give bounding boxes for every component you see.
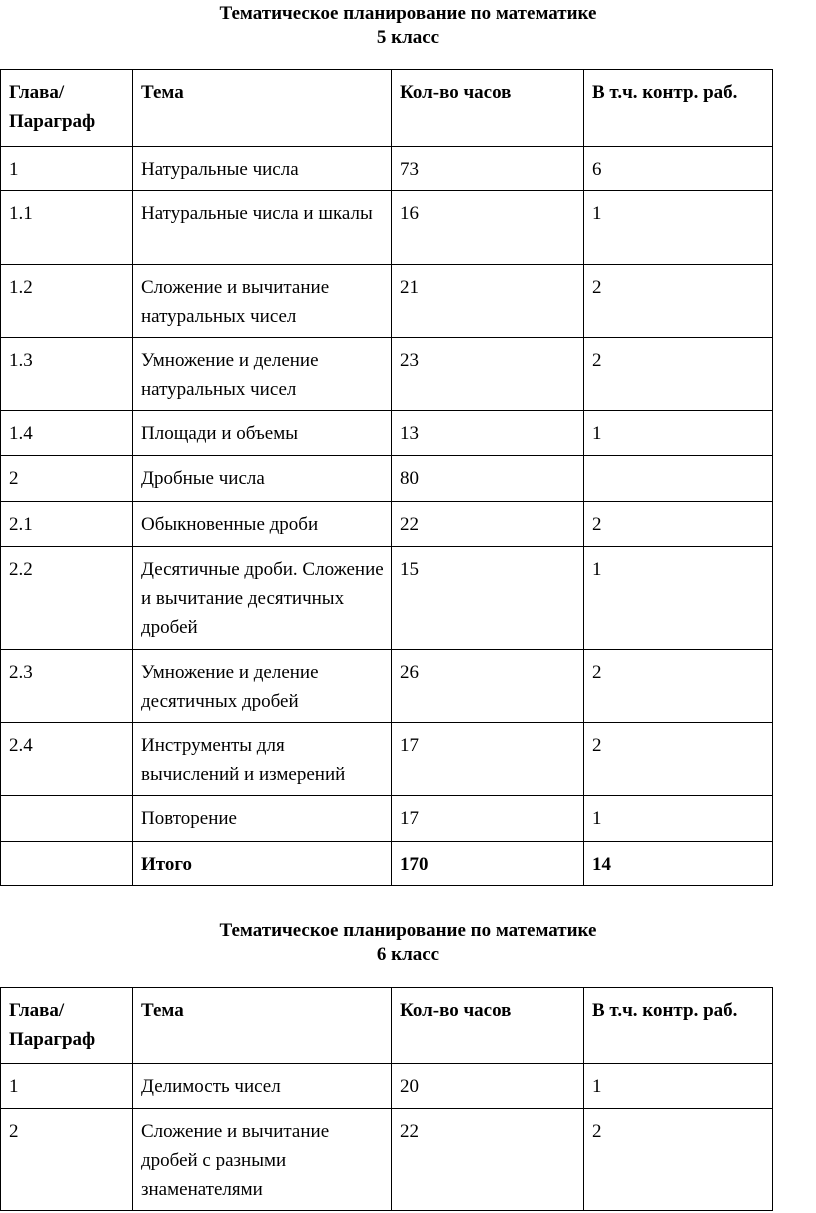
cell-hours: 15 bbox=[392, 547, 584, 650]
cell-chapter: 2.1 bbox=[1, 502, 133, 547]
cell-hours: 17 bbox=[392, 723, 584, 796]
table-row bbox=[1, 1064, 773, 1109]
cell-chapter: 1.2 bbox=[1, 265, 133, 338]
cell-topic: Обыкновенные дроби bbox=[133, 502, 392, 547]
header-tests: В т.ч. контр. раб. bbox=[584, 70, 773, 147]
section1-table bbox=[0, 69, 773, 886]
cell-topic: Натуральные числа и шкалы bbox=[133, 191, 392, 265]
header-hours: Кол-во часов bbox=[392, 988, 584, 1064]
table-row bbox=[1, 650, 773, 723]
cell-chapter: 2.4 bbox=[1, 723, 133, 796]
header-hours: Кол-во часов bbox=[392, 70, 584, 147]
cell-hours: 26 bbox=[392, 650, 584, 723]
section2-title: Тематическое планирование по математике bbox=[219, 920, 597, 941]
cell-topic: Дробные числа bbox=[133, 456, 392, 502]
cell-chapter: 1 bbox=[1, 147, 133, 191]
section2-heading bbox=[0, 919, 816, 967]
table-row bbox=[1, 411, 773, 456]
cell-topic: Умножение и деление десятичных дробей bbox=[133, 650, 392, 723]
cell-topic: Сложение и вычитание дробей с разными знаменателями bbox=[133, 1109, 392, 1211]
section1-heading bbox=[0, 2, 816, 50]
cell-hours: 20 bbox=[392, 1064, 584, 1109]
cell-topic: Итого bbox=[133, 842, 392, 886]
header-chapter: Глава/Параграф bbox=[1, 70, 133, 147]
cell-tests: 6 bbox=[584, 147, 773, 191]
cell-hours: 23 bbox=[392, 338, 584, 411]
cell-tests: 14 bbox=[584, 842, 773, 886]
table-row-total bbox=[1, 842, 773, 886]
cell-tests: 2 bbox=[584, 650, 773, 723]
cell-chapter: 2 bbox=[1, 456, 133, 502]
cell-hours: 17 bbox=[392, 796, 584, 842]
table-row bbox=[1, 147, 773, 191]
table-row bbox=[1, 796, 773, 842]
cell-hours: 170 bbox=[392, 842, 584, 886]
cell-tests: 2 bbox=[584, 265, 773, 338]
cell-chapter: 1 bbox=[1, 1064, 133, 1109]
cell-topic: Делимость чисел bbox=[133, 1064, 392, 1109]
cell-tests: 2 bbox=[584, 502, 773, 547]
section2-table bbox=[0, 987, 773, 1211]
cell-topic: Повторение bbox=[133, 796, 392, 842]
cell-chapter bbox=[1, 842, 133, 886]
cell-topic: Десятичные дроби. Сложение и вычитание десятичных дробей bbox=[133, 547, 392, 650]
table-row bbox=[1, 456, 773, 502]
cell-chapter: 1.4 bbox=[1, 411, 133, 456]
cell-tests: 2 bbox=[584, 1109, 773, 1211]
table-header-row bbox=[1, 70, 773, 147]
cell-topic: Натуральные числа bbox=[133, 147, 392, 191]
table-row bbox=[1, 338, 773, 411]
section1-title: Тематическое планирование по математике bbox=[219, 3, 597, 24]
cell-tests: 2 bbox=[584, 723, 773, 796]
cell-tests bbox=[584, 456, 773, 502]
cell-topic: Сложение и вычитание натуральных чисел bbox=[133, 265, 392, 338]
cell-hours: 21 bbox=[392, 265, 584, 338]
cell-chapter: 1.3 bbox=[1, 338, 133, 411]
cell-topic: Инструменты для вычислений и измерений bbox=[133, 723, 392, 796]
cell-tests: 1 bbox=[584, 191, 773, 265]
cell-hours: 22 bbox=[392, 502, 584, 547]
header-chapter: Глава/Параграф bbox=[1, 988, 133, 1064]
cell-tests: 1 bbox=[584, 796, 773, 842]
cell-chapter: 2.2 bbox=[1, 547, 133, 650]
table-row bbox=[1, 191, 773, 265]
cell-hours: 80 bbox=[392, 456, 584, 502]
table-row bbox=[1, 265, 773, 338]
table-row bbox=[1, 1109, 773, 1211]
cell-hours: 16 bbox=[392, 191, 584, 265]
cell-topic: Площади и объемы bbox=[133, 411, 392, 456]
table-row bbox=[1, 547, 773, 650]
section2-grade: 6 класс bbox=[376, 944, 440, 965]
cell-topic: Умножение и деление натуральных чисел bbox=[133, 338, 392, 411]
table-header-row bbox=[1, 988, 773, 1064]
cell-tests: 1 bbox=[584, 411, 773, 456]
cell-chapter bbox=[1, 796, 133, 842]
table-row bbox=[1, 502, 773, 547]
cell-hours: 13 bbox=[392, 411, 584, 456]
cell-hours: 22 bbox=[392, 1109, 584, 1211]
cell-tests: 1 bbox=[584, 547, 773, 650]
header-topic: Тема bbox=[133, 70, 392, 147]
cell-chapter: 1.1 bbox=[1, 191, 133, 265]
section1-grade: 5 класс bbox=[376, 27, 440, 48]
table-row bbox=[1, 723, 773, 796]
header-tests: В т.ч. контр. раб. bbox=[584, 988, 773, 1064]
cell-chapter: 2.3 bbox=[1, 650, 133, 723]
header-topic: Тема bbox=[133, 988, 392, 1064]
cell-hours: 73 bbox=[392, 147, 584, 191]
cell-tests: 1 bbox=[584, 1064, 773, 1109]
cell-tests: 2 bbox=[584, 338, 773, 411]
cell-chapter: 2 bbox=[1, 1109, 133, 1211]
